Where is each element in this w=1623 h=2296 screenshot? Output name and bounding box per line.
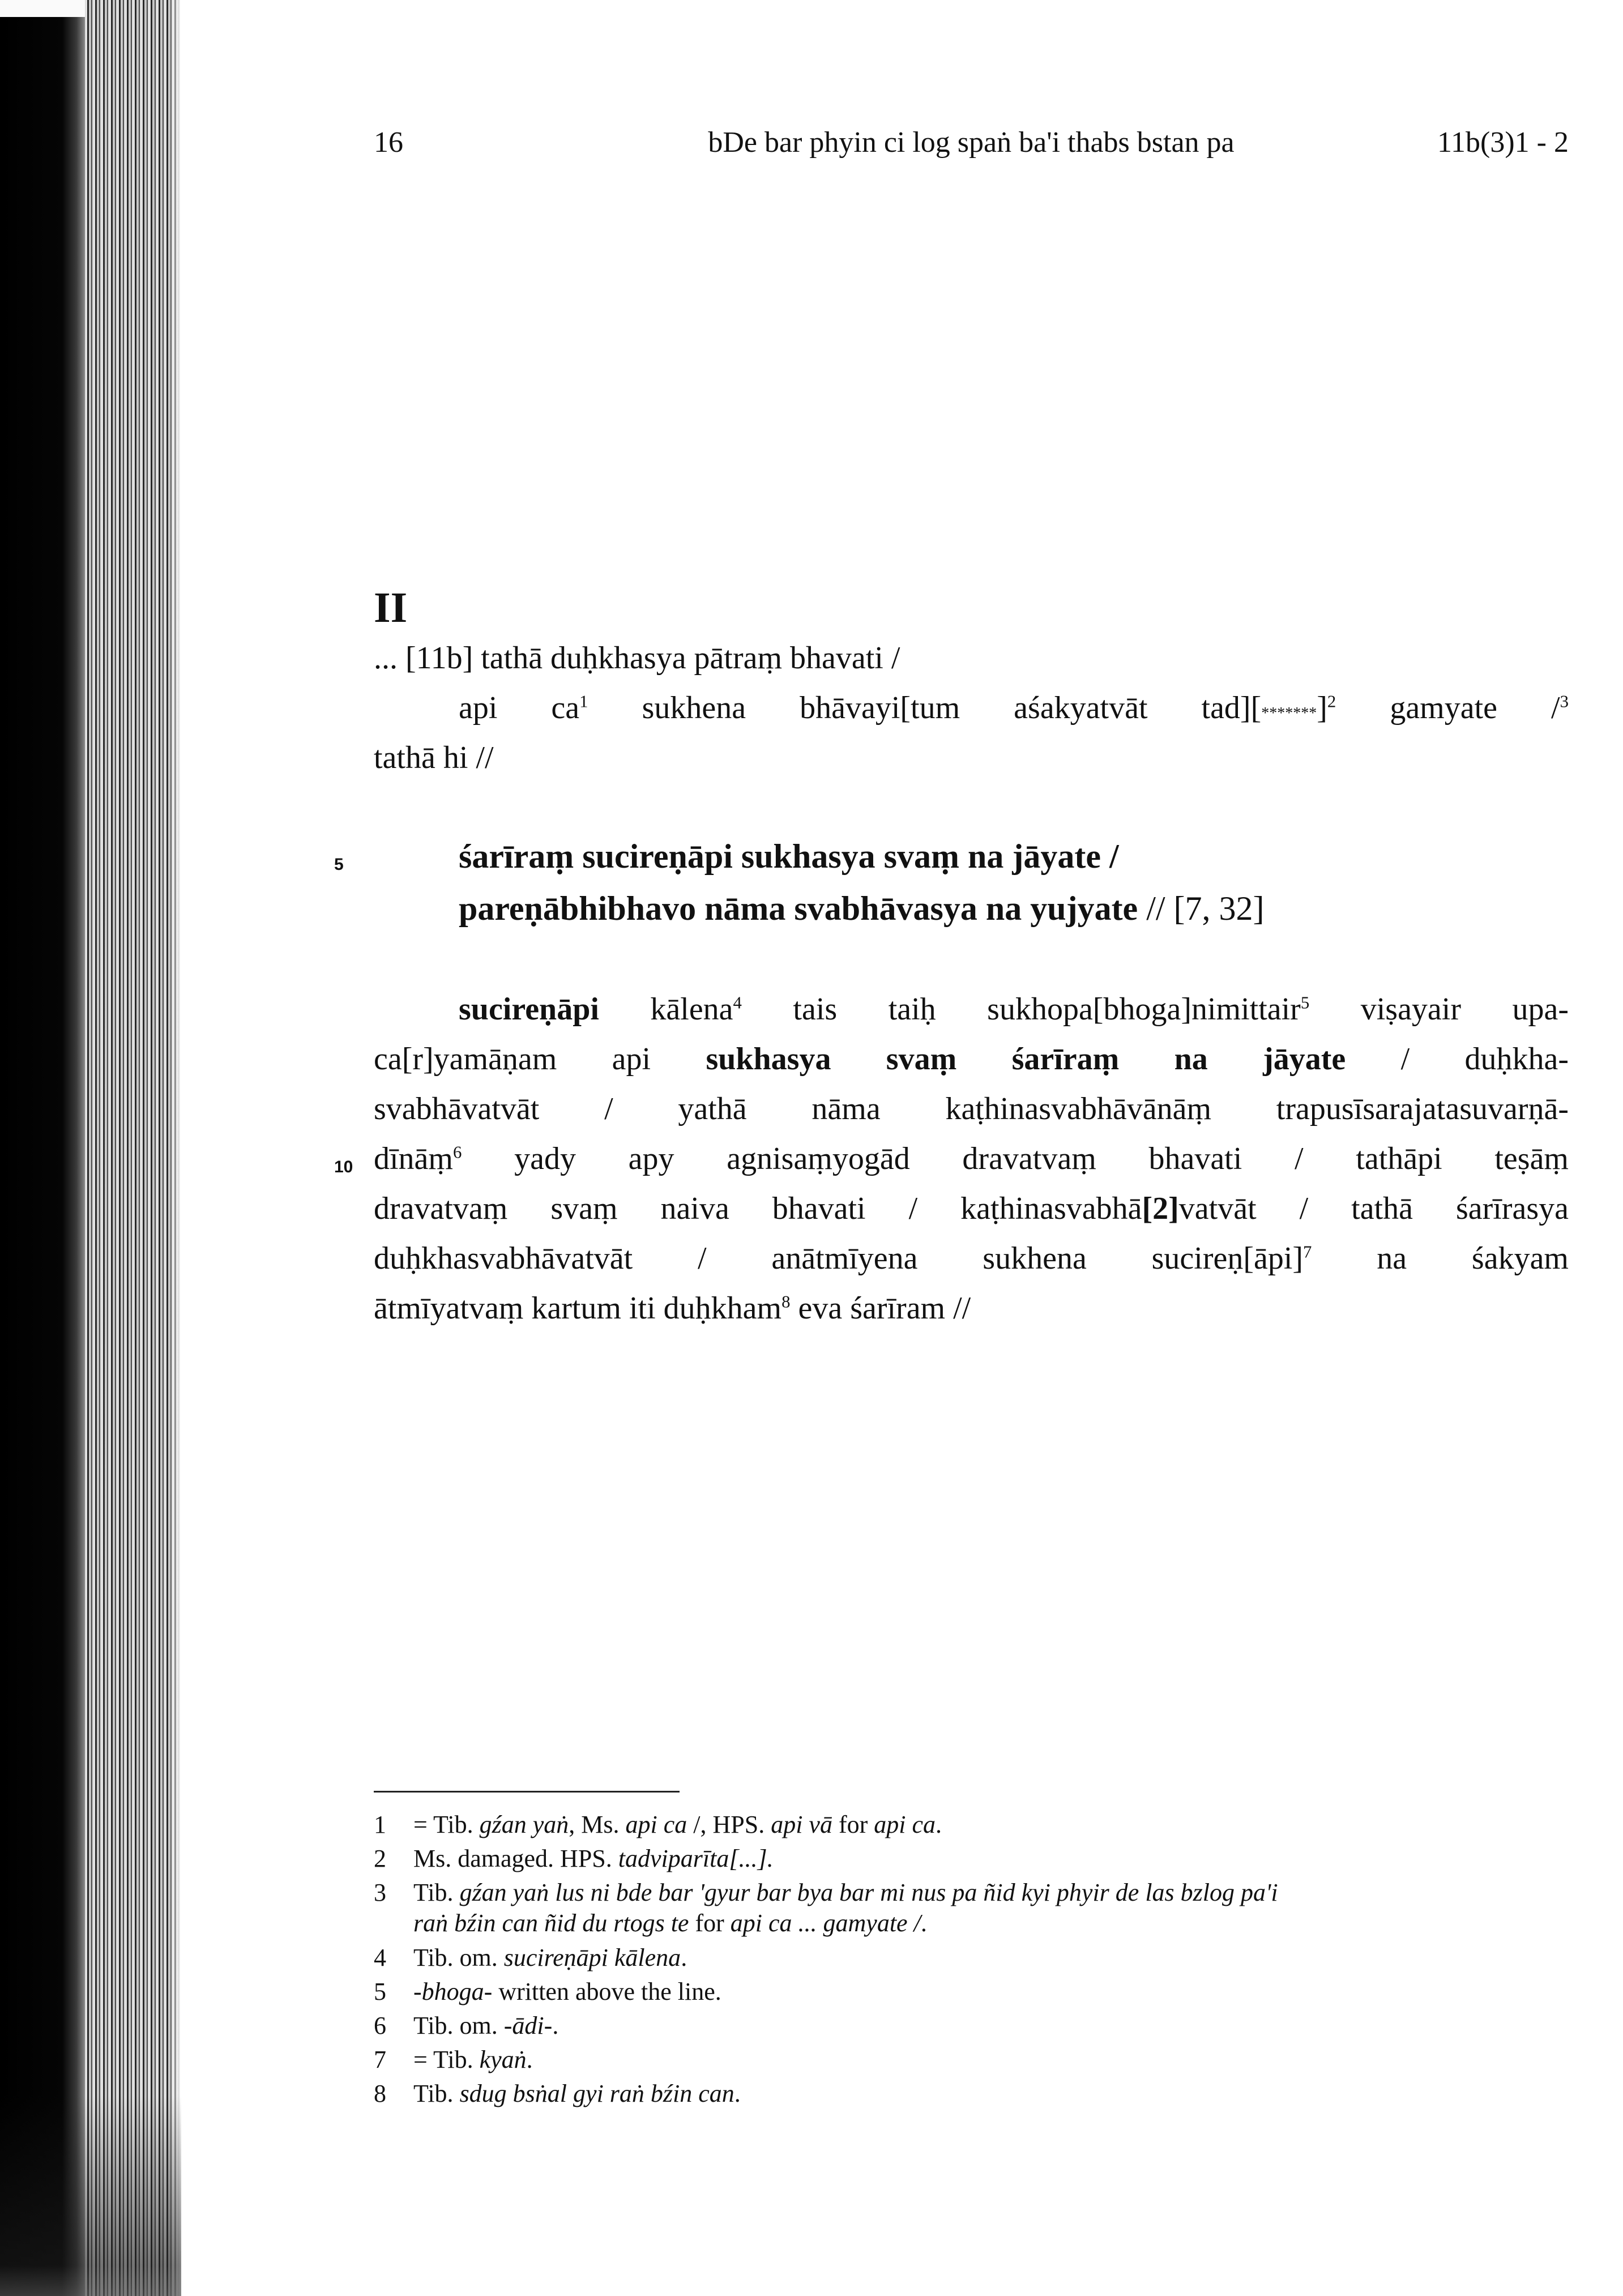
footnote-number: 8 <box>374 2080 386 2107</box>
fn-italic: tadviparīta[...]. <box>618 1845 774 1872</box>
commentary-text-7a: ātmīyatvaṃ kartum iti duḥkham <box>374 1291 782 1326</box>
intro-text-2c: ] <box>1317 690 1327 725</box>
fn-text: Tib. om. <box>413 2012 504 2039</box>
footnote-ref-1[interactable]: 1 <box>579 692 588 711</box>
footnote-text <box>413 1843 1586 1874</box>
footnote-ref-8[interactable]: 8 <box>781 1292 791 1312</box>
intro-text-3: tathā hi // <box>374 740 494 775</box>
verse-reference: // [7, 32] <box>1138 890 1265 927</box>
commentary-line-2 <box>374 1041 1569 1077</box>
commentary-text-5a: dravatvaṃ svaṃ naiva bhavati / kaṭhinasvabhā <box>374 1191 1142 1226</box>
fn-text: Ms. damaged. HPS. <box>413 1845 618 1872</box>
footnote-text <box>413 1977 1586 2007</box>
intro-text-2a: api ca <box>459 690 580 725</box>
intro-text-1: ... [11b] tathā duḥkhasya pātraṃ bhavati / <box>374 641 900 676</box>
commentary-text-2b: / duḥkha- <box>1346 1042 1569 1077</box>
fn-text: . <box>681 1944 687 1971</box>
intro-text-2d: gamyate / <box>1336 690 1560 725</box>
fn-italic: -bhoga- <box>413 1978 493 2005</box>
footnote-text <box>413 2079 1586 2109</box>
fn-text: for <box>832 1811 874 1838</box>
intro-line-3 <box>374 740 494 776</box>
footnote-number: 2 <box>374 1845 386 1872</box>
footnote-text <box>413 1877 1586 1939</box>
fn-text: . <box>920 1909 927 1937</box>
footnote-number: 1 <box>374 1811 386 1838</box>
commentary-line-5 <box>374 1190 1569 1227</box>
gutter-shadow <box>0 0 85 2296</box>
page-number: 16 <box>374 126 403 159</box>
footnote-text <box>413 2011 1586 2041</box>
fn-text: . <box>734 2080 741 2107</box>
running-title: bDe bar phyin ci log spaṅ ba'i thabs bstan pa <box>708 126 1235 159</box>
fn-text: = Tib. <box>413 2046 480 2073</box>
footnote-ref-7[interactable]: 7 <box>1303 1242 1312 1262</box>
footnote-number: 7 <box>374 2046 386 2073</box>
intro-line-2 <box>459 690 1569 726</box>
lacuna-marks: ******* <box>1261 705 1317 722</box>
fn-text: for <box>689 1909 731 1937</box>
fn-text: , Ms. <box>569 1811 626 1838</box>
lemma-2: sukhasya svaṃ śarīraṃ na jāyate <box>706 1042 1346 1077</box>
folio-line-marker: [2] <box>1142 1191 1179 1226</box>
fn-italic: -ādi- <box>503 2012 553 2039</box>
fn-italic: api vā <box>771 1811 832 1838</box>
fn-italic: gźan yaṅ lus ni bde bar 'gyur bar bya bar mi nus pa ñid kyi phyir de las bzlog pa'i <box>459 1879 1278 1906</box>
footnote-ref-3[interactable]: 3 <box>1560 692 1569 711</box>
verse-line-2 <box>459 889 1265 928</box>
fn-text: Tib. <box>413 2080 460 2107</box>
fn-italic: raṅ bźin can ñid du rtogs te <box>413 1909 689 1937</box>
commentary-line-6 <box>374 1240 1569 1277</box>
running-header <box>374 126 1569 165</box>
footnote-ref-5[interactable]: 5 <box>1300 993 1310 1013</box>
intro-line-1 <box>374 640 900 676</box>
fn-text: . <box>552 2012 559 2039</box>
fn-text: Tib. om. <box>413 1944 504 1971</box>
fn-text: Tib. <box>413 1879 460 1906</box>
line-number-5: 5 <box>334 855 344 874</box>
footnote-number: 4 <box>374 1944 386 1971</box>
commentary-text-1b: tais taiḥ sukhopa[bhoga]nimittair <box>741 992 1301 1027</box>
commentary-line-7 <box>374 1290 1569 1326</box>
verse-text-2: pareṇābhibhavo nāma svabhāvasya na yujyate <box>459 890 1138 927</box>
verse-line-1: śarīraṃ sucireṇāpi sukhasya svaṃ na jāyate / <box>459 838 1119 875</box>
gutter-bottom-shadow <box>0 2096 181 2296</box>
footnote-ref-4[interactable]: 4 <box>733 993 742 1013</box>
footnote-number: 3 <box>374 1879 386 1906</box>
footnote-number: 6 <box>374 2012 386 2039</box>
commentary-text-6b: na śakyam <box>1312 1241 1569 1276</box>
commentary-text-5b: vatvāt / tathā śarīrasya <box>1178 1191 1569 1226</box>
fn-text: /, HPS. <box>687 1811 771 1838</box>
lemma-1: sucireṇāpi <box>459 992 599 1027</box>
section-number: II <box>374 584 408 631</box>
commentary-text-6a: duḥkhasvabhāvatvāt / anātmīyena sukhena sucireṇ[āpi] <box>374 1241 1304 1276</box>
commentary-text-2a: ca[r]yamāṇam api <box>374 1042 706 1077</box>
fn-text: . <box>936 1811 942 1838</box>
fn-italic: sucireṇāpi kālena <box>503 1944 681 1971</box>
folio-reference: 11b(3)1 - 2 <box>1437 126 1569 159</box>
commentary-text-1c: viṣayair upa- <box>1309 992 1569 1027</box>
fn-italic: kyaṅ <box>479 2046 527 2073</box>
footnote-number: 5 <box>374 1978 386 2005</box>
commentary-text-4b: yady apy agnisaṃyogād dravatvaṃ bhavati / tathāpi teṣāṃ <box>462 1141 1569 1176</box>
fn-text: = Tib. <box>413 1811 480 1838</box>
commentary-line-3: svabhāvatvāt / yathā nāma kaṭhinasvabhāvānāṃ trapusīsarajatasuvarṇā- <box>374 1091 1569 1126</box>
commentary-line-4 <box>374 1141 1569 1177</box>
fn-text: . <box>526 2046 533 2073</box>
footnote-ref-2[interactable]: 2 <box>1327 692 1336 711</box>
fn-italic: api ca <box>625 1811 687 1838</box>
fn-italic: api ca ... gamyate / <box>730 1909 921 1937</box>
fn-text: written above the line. <box>492 1978 721 2005</box>
fn-italic: sdug bsṅal gyi raṅ bźin can <box>459 2080 734 2107</box>
footnote-text <box>413 2045 1586 2075</box>
intro-text-2b: sukhena bhāvayi[tum aśakyatvāt tad][ <box>588 690 1262 725</box>
fn-italic: gźan yaṅ <box>479 1811 569 1838</box>
footnote-rule <box>374 1791 680 1793</box>
commentary-line-1 <box>459 991 1569 1027</box>
commentary-text-1a: kālena <box>599 992 733 1027</box>
fn-italic: api ca <box>874 1811 936 1838</box>
gutter-top-edge <box>0 0 85 17</box>
commentary-text-7b: eva śarīram // <box>790 1291 971 1326</box>
footnote-text <box>413 1943 1586 1973</box>
line-number-10: 10 <box>334 1158 353 1176</box>
footnote-ref-6[interactable]: 6 <box>452 1142 462 1162</box>
footnote-text <box>413 1810 1586 1840</box>
commentary-text-4a: dīnāṃ <box>374 1141 453 1176</box>
